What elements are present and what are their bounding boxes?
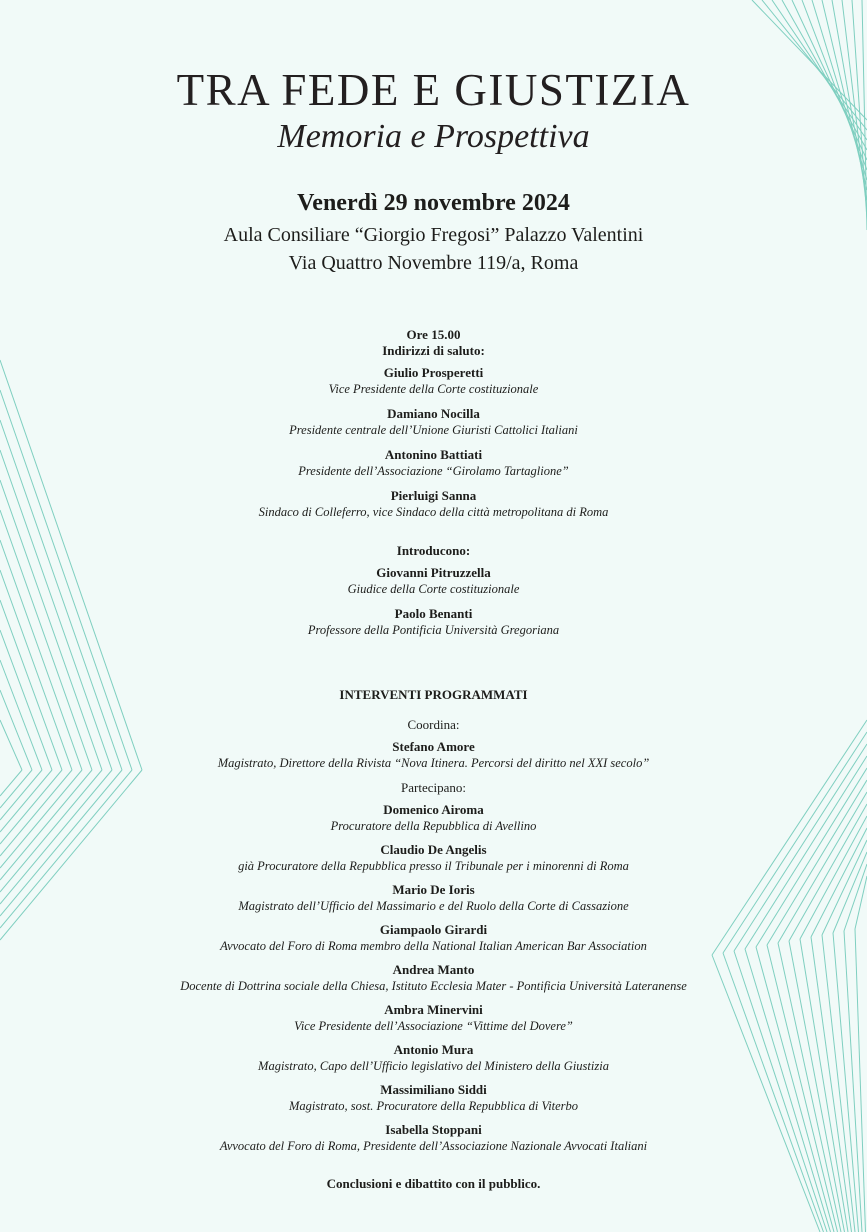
speaker-name: Giovanni Pitruzzella [376, 565, 491, 580]
speaker-role: Avvocato del Foro di Roma membro della National Italian American Bar Association [220, 939, 647, 953]
greetings-heading: Indirizzi di saluto: [382, 343, 485, 358]
event-title: TRA FEDE E GIUSTIZIA [176, 65, 691, 115]
speaker-intro [0, 606, 867, 638]
speaker-name: Paolo Benanti [394, 606, 473, 621]
coordinator-heading: Coordina: [407, 717, 460, 732]
speaker-role: Giudice della Corte costituzionale [347, 582, 520, 596]
event-address: Via Quattro Novembre 119/a, Roma [288, 252, 579, 274]
event-date: Venerdì 29 novembre 2024 [297, 190, 570, 216]
interventions-heading: INTERVENTI PROGRAMMATI [339, 687, 528, 702]
speaker-participant [0, 1082, 867, 1114]
speaker-participant [0, 802, 867, 834]
speaker-participant [0, 882, 867, 914]
speaker-name: Pierluigi Sanna [390, 488, 477, 503]
intro-heading: Introducono: [396, 543, 471, 558]
speaker-role: Magistrato dell’Ufficio del Massimario e del Ruolo della Corte di Cassazione [238, 899, 629, 913]
speaker-greeting [0, 447, 867, 479]
speaker-role: Presidente dell’Associazione “Girolamo Tartaglione” [298, 464, 569, 478]
speaker-role: Magistrato, sost. Procuratore della Repubblica di Viterbo [288, 1099, 579, 1113]
speaker-greeting [0, 406, 867, 438]
closing-note: Conclusioni e dibattito con il pubblico. [326, 1176, 541, 1191]
speaker-role: Magistrato, Capo dell’Ufficio legislativo del Ministero della Giustizia [258, 1059, 609, 1073]
speaker-name: Stefano Amore [392, 739, 475, 754]
speaker-role: Vice Presidente della Corte costituzionale [328, 382, 539, 396]
speaker-name: Mario De Ioris [392, 882, 475, 897]
speaker-participant [0, 922, 867, 954]
speaker-participant [0, 1042, 867, 1074]
speaker-participant [0, 1002, 867, 1034]
event-venue: Aula Consiliare “Giorgio Fregosi” Palazzo Valentini [223, 224, 644, 246]
speaker-name: Claudio De Angelis [380, 842, 487, 857]
speaker-role: Sindaco di Colleferro, vice Sindaco della città metropolitana di Roma [258, 505, 609, 519]
program-time: Ore 15.00 [406, 327, 461, 342]
speaker-role: Professore della Pontificia Università Gregoriana [307, 623, 560, 637]
speaker-role: Procuratore della Repubblica di Avellino [330, 819, 537, 833]
speaker-name: Domenico Airoma [383, 802, 484, 817]
speaker-name: Isabella Stoppani [385, 1122, 482, 1137]
speaker-participant [0, 842, 867, 874]
event-subtitle: Memoria e Prospettiva [277, 118, 590, 155]
speaker-role: Avvocato del Foro di Roma, Presidente dell’Associazione Nazionale Avvocati Italiani [219, 1139, 648, 1153]
speaker-role: già Procuratore della Repubblica presso il Tribunale per i minorenni di Roma [238, 859, 629, 873]
speaker-name: Massimiliano Siddi [380, 1082, 487, 1097]
speaker-name: Andrea Manto [392, 962, 475, 977]
speaker-name: Antonio Mura [393, 1042, 474, 1057]
speaker-role: Vice Presidente dell’Associazione “Vittime del Dovere” [294, 1019, 573, 1033]
speaker-name: Damiano Nocilla [387, 406, 480, 421]
speaker-name: Giulio Prosperetti [383, 365, 484, 380]
speaker-coordinator [0, 739, 867, 771]
speaker-name: Giampaolo Girardi [379, 922, 488, 937]
speaker-intro [0, 565, 867, 597]
speaker-role: Magistrato, Direttore della Rivista “Nova Itinera. Percorsi del diritto nel XXI secolo” [217, 756, 650, 770]
speaker-name: Ambra Minervini [384, 1002, 483, 1017]
speaker-role: Docente di Dottrina sociale della Chiesa, Istituto Ecclesia Mater - Pontificia Università Lateranense [180, 979, 687, 993]
speaker-participant [0, 962, 867, 994]
participants-heading: Partecipano: [401, 780, 466, 795]
speaker-participant [0, 1122, 867, 1154]
speaker-greeting [0, 488, 867, 520]
speaker-greeting [0, 365, 867, 397]
speaker-name: Antonino Battiati [384, 447, 483, 462]
program [0, 327, 867, 1192]
speaker-role: Presidente centrale dell’Unione Giuristi Cattolici Italiani [289, 423, 578, 437]
